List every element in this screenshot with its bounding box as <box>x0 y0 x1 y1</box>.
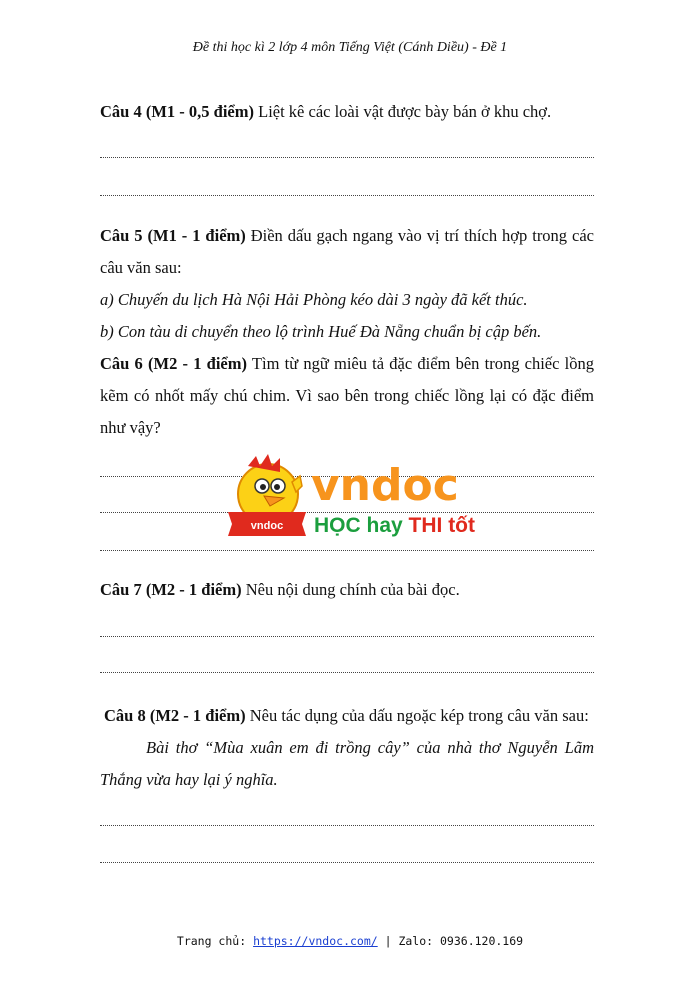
question-5-label: Câu 5 (M1 - 1 điểm) <box>100 226 246 245</box>
question-8-label: Câu 8 (M2 - 1 điểm) <box>104 706 246 725</box>
answer-line <box>100 157 594 158</box>
question-7-text: Nêu nội dung chính của bài đọc. <box>241 580 460 599</box>
answer-line <box>100 195 594 196</box>
homepage-link[interactable]: https://vndoc.com/ <box>253 934 378 948</box>
footer-contact: | Zalo: 0936.120.169 <box>377 934 524 948</box>
logo-brand-text: vndoc <box>311 460 459 511</box>
question-8-quote: Bài thơ “Mùa xuân em đi trồng cây” của nhà thơ Nguyễn Lãm Thắng vừa hay lại ý nghĩa. <box>100 738 594 789</box>
logo-slogan-part1: HỌC hay <box>314 514 409 537</box>
answer-line <box>100 825 594 826</box>
logo-slogan <box>314 514 475 537</box>
vndoc-mascot-icon <box>226 452 476 542</box>
question-6-text: Tìm từ ngữ miêu tả đặc điểm bên trong chiếc lồng kẽm có nhốt mấy chú chim. Vì sao bên trong chiếc lồng lại có đặc điểm như vậy? <box>100 354 594 437</box>
vndoc-logo <box>226 452 476 542</box>
question-6 <box>100 348 594 444</box>
question-4 <box>100 96 594 128</box>
answer-line <box>100 672 594 673</box>
answer-line <box>100 862 594 863</box>
question-6-label: Câu 6 (M2 - 1 điểm) <box>100 354 247 373</box>
page-footer <box>0 934 700 948</box>
question-5-item-a: a) Chuyến du lịch Hà Nội Hải Phòng kéo dài 3 ngày đã kết thúc. <box>100 290 528 309</box>
question-5 <box>100 220 594 284</box>
question-5-item-b: b) Con tàu di chuyển theo lộ trình Huế Đà Nẵng chuẩn bị cập bến. <box>100 322 542 341</box>
logo-slogan-part2: THI tốt <box>408 514 476 537</box>
question-7 <box>100 574 594 606</box>
logo-badge-text: vndoc <box>250 520 284 532</box>
question-8-text: Nêu tác dụng của dấu ngoặc kép trong câu văn sau: <box>245 706 589 725</box>
page-header: Đề thi học kì 2 lớp 4 môn Tiếng Việt (Cánh Diều) - Đề 1 <box>192 40 508 55</box>
question-7-label: Câu 7 (M2 - 1 điểm) <box>100 580 242 599</box>
question-4-label: Câu 4 (M1 - 0,5 điểm) <box>100 102 254 121</box>
question-8 <box>104 700 598 732</box>
question-5-text: Điền dấu gạch ngang vào vị trí thích hợp trong các câu văn sau: <box>100 226 594 277</box>
answer-line <box>100 636 594 637</box>
footer-prefix: Trang chủ: <box>176 934 254 948</box>
answer-line <box>100 550 594 551</box>
question-4-text: Liệt kê các loài vật được bày bán ở khu chợ. <box>253 102 552 121</box>
